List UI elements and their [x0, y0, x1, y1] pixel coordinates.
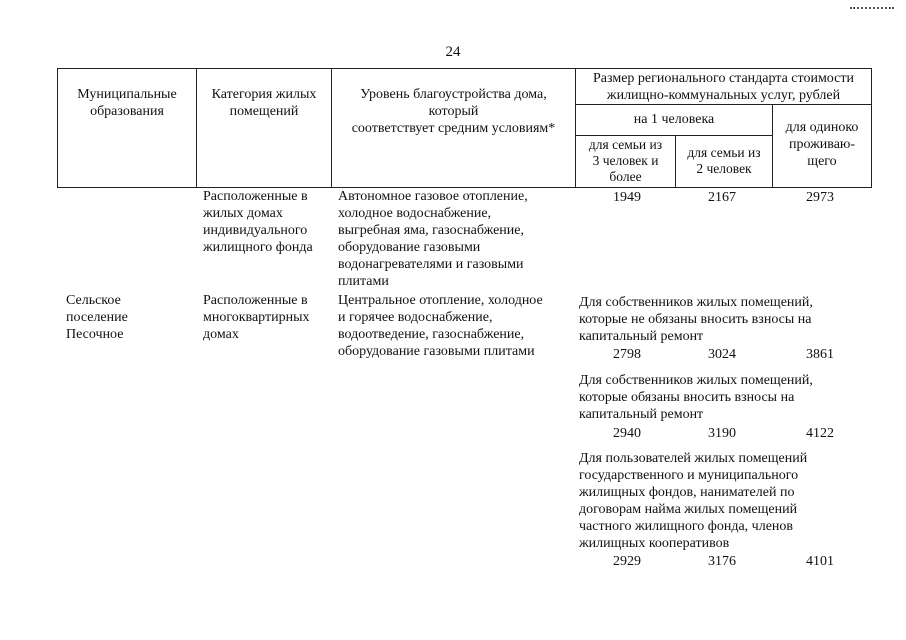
header-single: для одиноко проживаю- щего: [785, 120, 859, 169]
group1-value-single: 3861: [806, 347, 834, 362]
row1-category: Расположенные в жилых домах индивидуального жилищного фонда: [203, 189, 313, 255]
row1-value-family2: 2167: [708, 190, 736, 205]
header-per-person: на 1 человека: [633, 112, 715, 127]
row1-value-family3: 1949: [613, 190, 641, 205]
group1-value-family3: 2798: [613, 347, 641, 362]
header-category: Категория жилых помещений: [211, 87, 317, 119]
header-standard-size: Размер регионального стандарта стоимости жилищно-коммунальных услуг, рублей: [593, 71, 854, 103]
group3-value-single: 4101: [806, 554, 834, 569]
group3-value-family3: 2929: [613, 554, 641, 569]
group2-label: Для собственников жилых помещений, которые обязаны вносить взносы на капитальный ремонт: [579, 373, 813, 422]
header-amenities: Уровень благоустройства дома, который соответствует средним условиям*: [351, 87, 556, 136]
row1-value-single: 2973: [806, 190, 834, 205]
row2-municipality: Сельское поселение Песочное: [66, 293, 128, 342]
header-family-2: для семьи из 2 человек: [687, 145, 761, 176]
group3-value-family2: 3176: [708, 554, 736, 569]
row2-category: Расположенные в многоквартирных домах: [203, 293, 310, 342]
row1-amenities: Автономное газовое отопление, холодное водоснабжение, выгребная яма, газоснабжение, оборудование газовыми водонагревателями и газовыми плитами: [338, 189, 528, 289]
group2-value-family3: 2940: [613, 426, 641, 441]
group2-value-single: 4122: [806, 426, 834, 441]
group1-label: Для собственников жилых помещений, которые не обязаны вносить взносы на капитальный ремонт: [579, 295, 813, 344]
row2-amenities: Центральное отопление, холодное и горячее водоснабжение, водоотведение, газоснабжение, оборудование газовыми плитами: [338, 293, 543, 359]
page-number: 24: [445, 44, 461, 60]
group3-label: Для пользователей жилых помещений государственного и муниципального жилищных фондов, нанимателей по договорам найма жилых помещений частного жилищного фонда, членов жилищных кооперативов: [579, 451, 808, 551]
header-municipality: Муниципальные образования: [77, 87, 177, 119]
group2-value-family2: 3190: [708, 426, 736, 441]
group1-value-family2: 3024: [708, 347, 736, 362]
header-family-3: для семьи из 3 человек и более: [588, 137, 663, 184]
